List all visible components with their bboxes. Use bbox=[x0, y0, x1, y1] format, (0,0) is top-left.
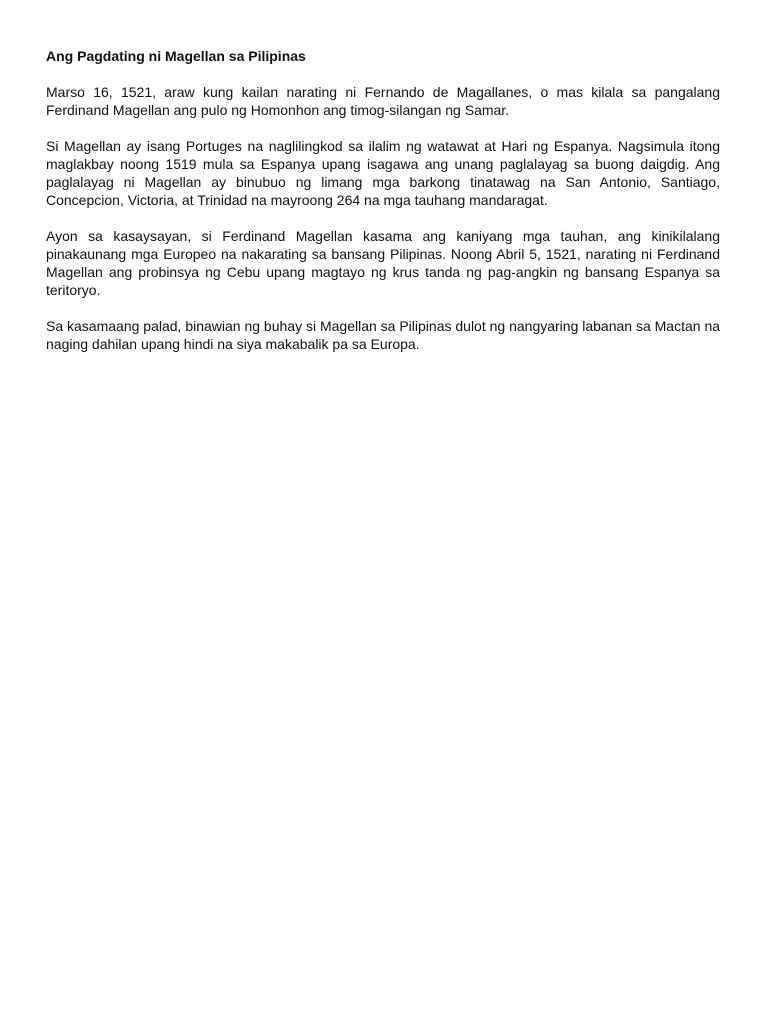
document-body bbox=[46, 47, 720, 371]
document-title: Ang Pagdating ni Magellan sa Pilipinas bbox=[46, 48, 306, 64]
paragraph-3: Ayon sa kasaysayan, si Ferdinand Magellan kasama ang kaniyang mga tauhan, ang kinikilalang pinakaunang mga Europeo na nakarating sa bansang Pilipinas. Noong Abril 5, 1521, narating ni Ferdinand Magellan ang probinsya ng Cebu upang magtayo ng krus tanda ng pag-angkin ng bansang Espanya sa teritoryo. bbox=[46, 228, 720, 298]
paragraph-1: Marso 16, 1521, araw kung kailan narating ni Fernando de Magallanes, o mas kilala sa pangalang Ferdinand Magellan ang pulo ng Homonhon ang timog-silangan ng Samar. bbox=[46, 84, 720, 118]
paragraph-4: Sa kasamaang palad, binawian ng buhay si Magellan sa Pilipinas dulot ng nangyaring labanan sa Mactan na naging dahilan upang hindi na siya makabalik pa sa Europa. bbox=[46, 318, 721, 352]
paragraph-2: Si Magellan ay isang Portuges na naglilingkod sa ilalim ng watawat at Hari ng Espanya. Nagsimula itong maglakbay noong 1519 mula sa Espanya upang isagawa ang unang paglalayag sa buong daigdig. Ang paglalayag ni Magellan ay binubuo ng limang mga barkong tinatawag na San Antonio, Santiago, Concepcion, Victoria, at Trinidad na mayroong 264 na mga tauhang mandaragat. bbox=[46, 138, 720, 208]
